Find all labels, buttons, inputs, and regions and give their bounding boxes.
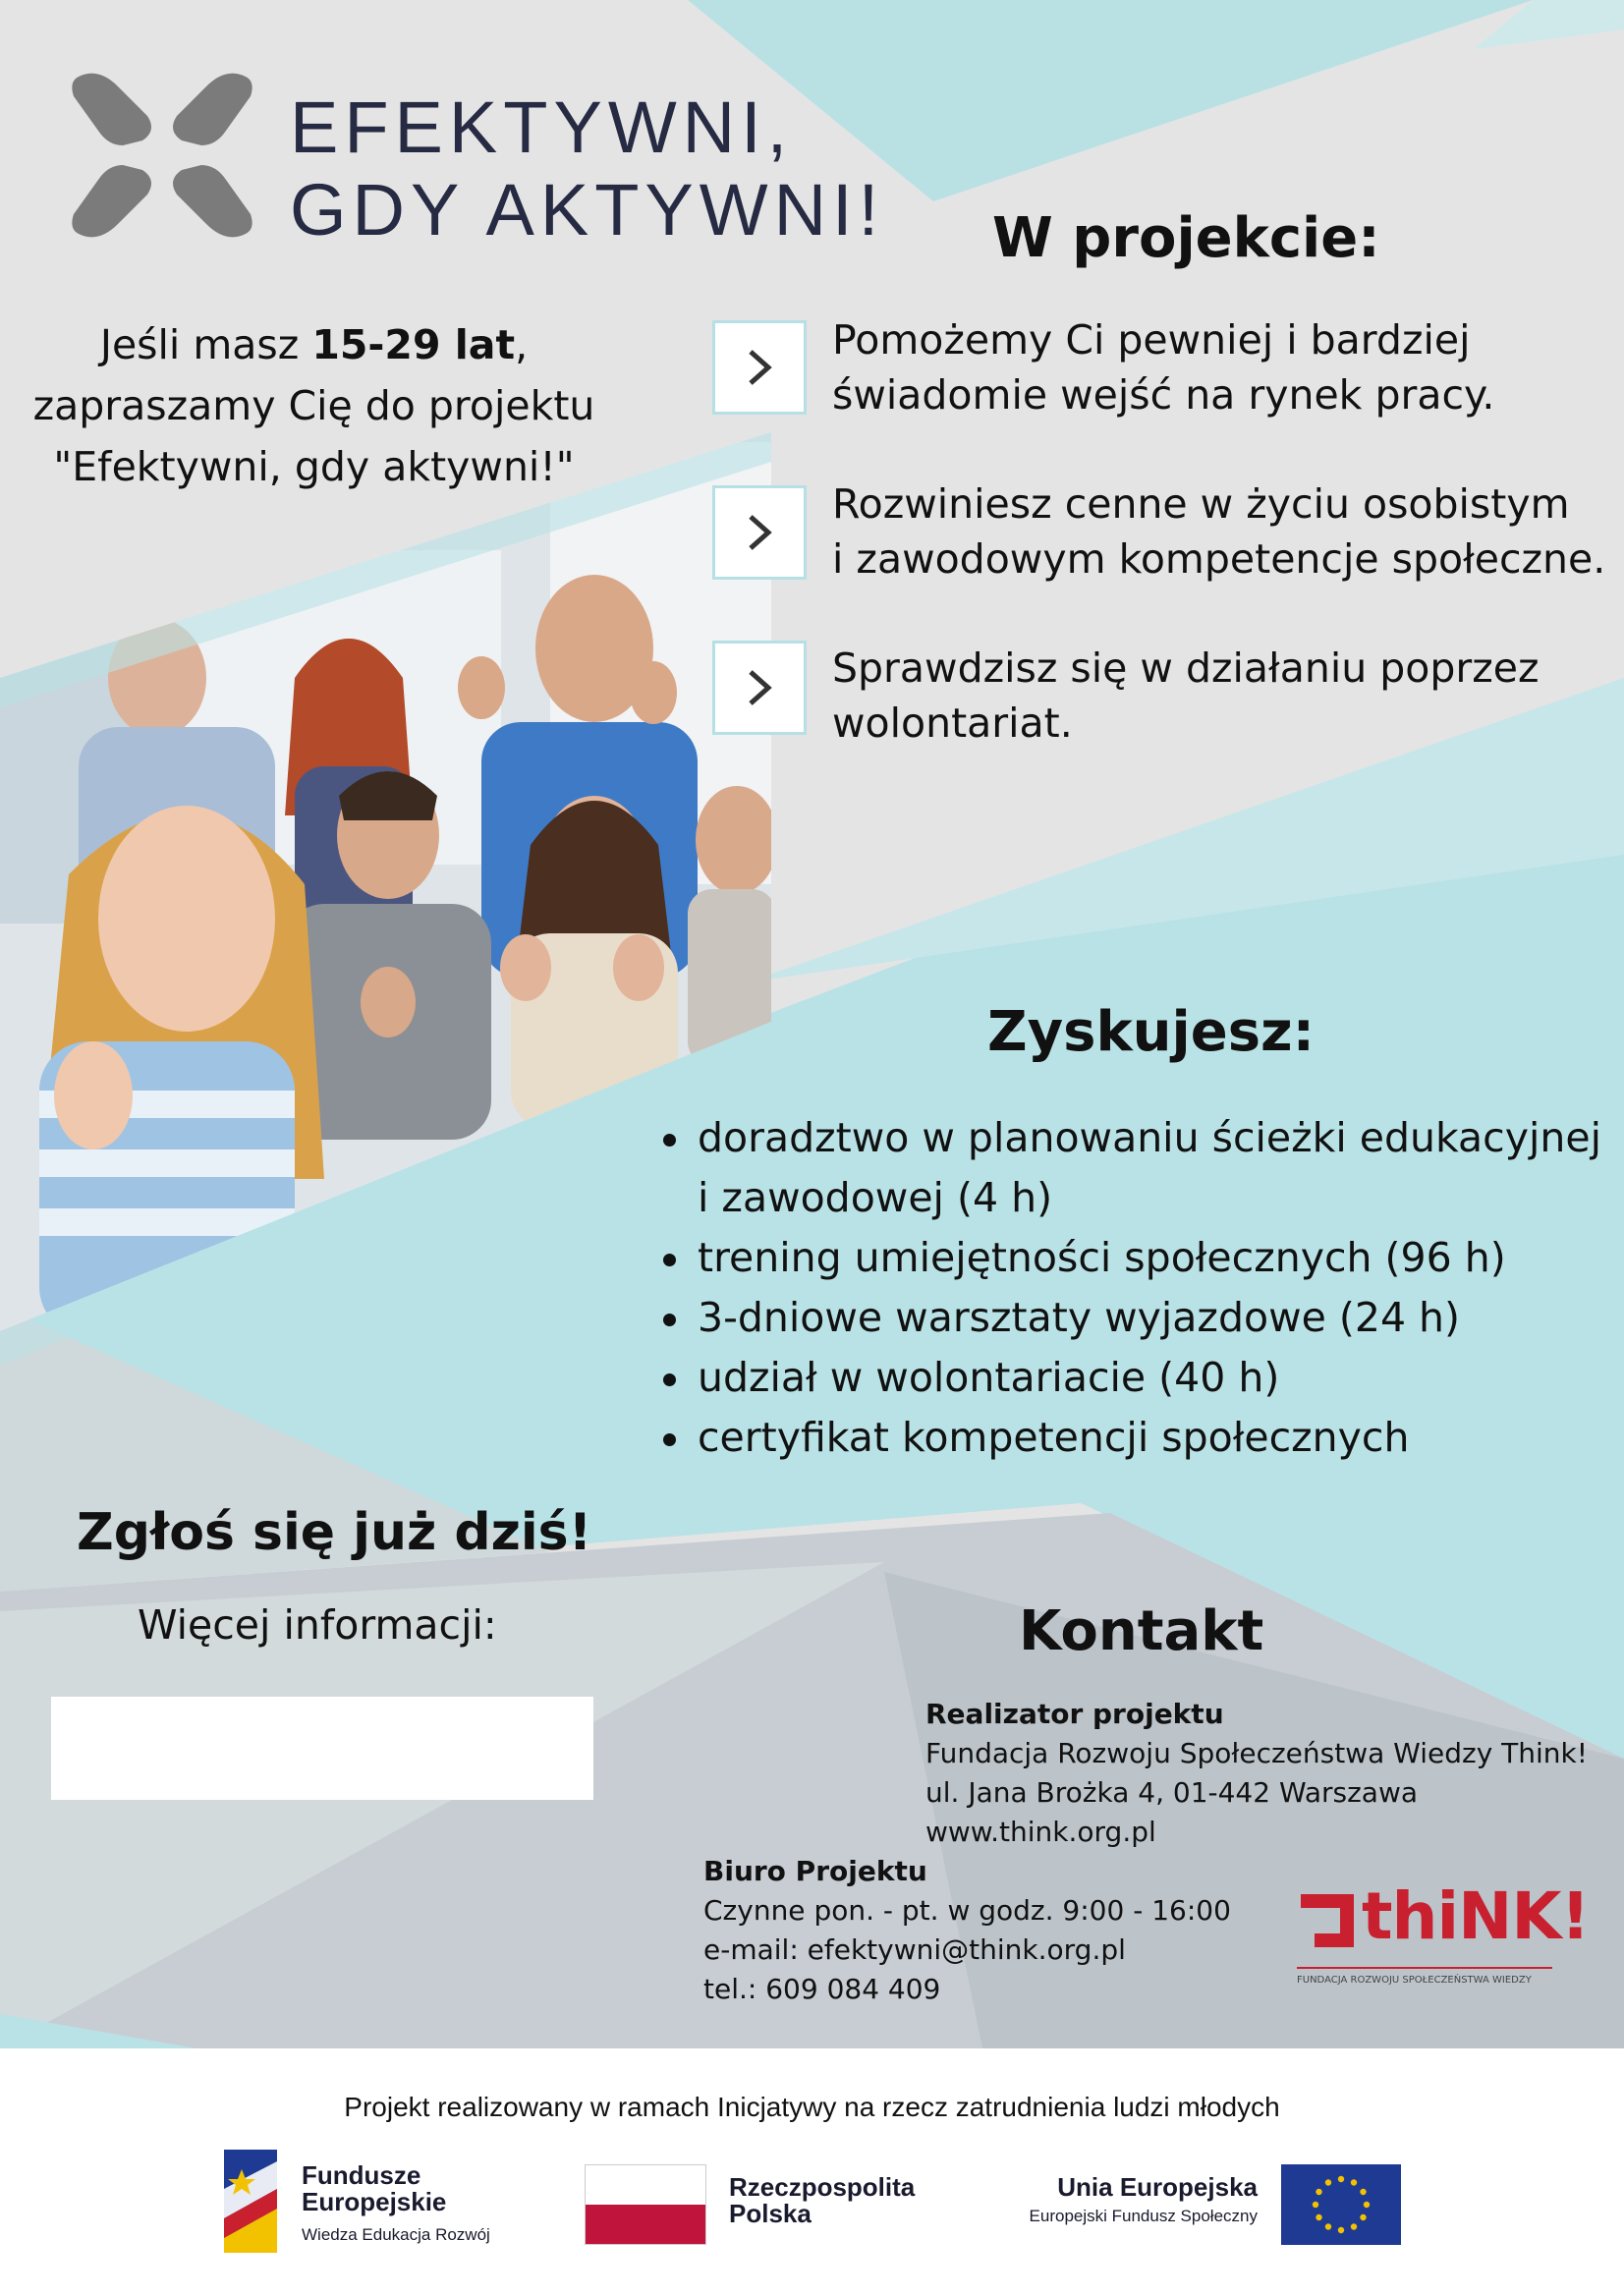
- chevron-right-icon: [712, 641, 807, 735]
- projekt-item-2-line-2: i zawodowym kompetencje społeczne.: [832, 535, 1606, 583]
- eu-star-icon: [1313, 2202, 1318, 2208]
- ue-text: [982, 2172, 1258, 2231]
- think-word: thiNK!: [1362, 1878, 1590, 1954]
- eu-star-icon: [1338, 2227, 1344, 2233]
- projekt-item-3: [832, 641, 1608, 751]
- projekt-item-3-line-2: wolontariat.: [832, 700, 1073, 747]
- intro-line-2: zapraszamy Cię do projektu: [32, 382, 595, 429]
- projekt-item-1: [832, 312, 1608, 422]
- title-line-1: EFEKTYWNI,: [290, 86, 794, 168]
- fe-line-1: Fundusze: [302, 2160, 421, 2190]
- fe-text: [302, 2162, 490, 2248]
- fe-line-2: Europejskie: [302, 2187, 447, 2216]
- realizator-label: Realizator projektu: [925, 1698, 1224, 1730]
- chevron-right-icon: [712, 485, 807, 580]
- poster-title: [290, 86, 884, 252]
- eu-star-icon: [1360, 2214, 1366, 2220]
- zyskujesz-list: [658, 1108, 1601, 1468]
- list-item: doradztwo w planowaniu ścieżki edukacyjnej i zawodowej (4 h): [658, 1108, 1601, 1228]
- poland-flag-icon: [585, 2164, 706, 2245]
- biuro-label: Biuro Projektu: [703, 1855, 927, 1887]
- intro-text: [22, 314, 606, 497]
- realizator-name: Fundacja Rozwoju Społeczeństwa Wiedzy Think!: [925, 1737, 1588, 1769]
- zyskujesz-heading: Zyskujesz:: [987, 1000, 1316, 1064]
- footer: [0, 2048, 1624, 2296]
- fe-line-3: Wiedza Edukacja Rozwój: [302, 2225, 490, 2244]
- list-item: udział w wolontariacie (40 h): [658, 1348, 1601, 1408]
- biuro-email-link[interactable]: e-mail: efektywni@think.org.pl: [703, 1933, 1126, 1966]
- think-logo: [1297, 1878, 1590, 2004]
- fundusze-europejskie-logo-icon: [224, 2150, 277, 2253]
- projekt-item-1-line-2: świadomie wejść na rynek pracy.: [832, 371, 1495, 419]
- projekt-heading: W projekcie:: [992, 206, 1380, 270]
- projekt-item-3-line-1: Sprawdzisz się w działaniu poprzez: [832, 644, 1540, 692]
- eu-star-icon: [1364, 2202, 1370, 2208]
- eu-star-icon: [1316, 2189, 1321, 2195]
- ue-line-1: Unia Europejska: [1057, 2172, 1258, 2202]
- biuro-phone: tel.: 609 084 409: [703, 1973, 941, 2005]
- intro-line-3: "Efektywni, gdy aktywni!": [53, 443, 575, 490]
- rp-text: [729, 2174, 915, 2227]
- eu-star-icon: [1351, 2223, 1357, 2229]
- chevron-right-icon: [712, 320, 807, 415]
- list-item: certyfikat kompetencji społecznych: [658, 1408, 1601, 1468]
- eu-star-icon: [1338, 2176, 1344, 2182]
- projekt-item-1-line-1: Pomożemy Ci pewniej i bardziej: [832, 316, 1471, 364]
- list-item: trening umiejętności społecznych (96 h): [658, 1228, 1601, 1288]
- hands-logo-icon: [59, 57, 265, 253]
- realizator-address: ul. Jana Brożka 4, 01-442 Warszawa: [925, 1776, 1419, 1809]
- intro-post: ,: [515, 321, 529, 368]
- projekt-item-2-line-1: Rozwiniesz cenne w życiu osobistym: [832, 480, 1570, 528]
- eu-star-icon: [1351, 2179, 1357, 2185]
- intro-age: 15-29 lat: [311, 321, 516, 368]
- more-info-label: Więcej informacji:: [138, 1601, 497, 1649]
- think-bracket-icon: [1297, 1890, 1358, 1951]
- title-line-2: GDY AKTYWNI!: [290, 169, 885, 251]
- intro-pre: Jeśli masz: [99, 321, 312, 368]
- biuro-hours: Czynne pon. - pt. w godz. 9:00 - 16:00: [703, 1894, 1231, 1927]
- rp-line-2: Polska: [729, 2199, 812, 2228]
- eu-star-icon: [1316, 2214, 1321, 2220]
- realizator-block: [925, 1695, 1588, 1852]
- eu-star-icon: [1325, 2179, 1331, 2185]
- biuro-block: [703, 1852, 1231, 2009]
- info-placeholder-box: [51, 1697, 593, 1800]
- eu-flag-icon: [1281, 2164, 1401, 2245]
- list-item: 3-dniowe warsztaty wyjazdowe (24 h): [658, 1288, 1601, 1348]
- ue-line-2: Europejski Fundusz Społeczny: [1029, 2207, 1258, 2225]
- kontakt-heading: Kontakt: [1019, 1599, 1264, 1663]
- footer-text: Projekt realizowany w ramach Inicjatywy na rzecz zatrudnienia ludzi młodych: [344, 2092, 1280, 2122]
- projekt-item-2: [832, 476, 1608, 587]
- think-subtitle: FUNDACJA ROZWOJU SPOŁECZEŃSTWA WIEDZY: [1297, 1967, 1552, 1986]
- eu-star-icon: [1325, 2223, 1331, 2229]
- zglos-heading: Zgłoś się już dziś!: [77, 1503, 592, 1562]
- rp-line-1: Rzeczpospolita: [729, 2172, 916, 2202]
- eu-star-icon: [1360, 2189, 1366, 2195]
- realizator-www-link[interactable]: www.think.org.pl: [925, 1816, 1156, 1848]
